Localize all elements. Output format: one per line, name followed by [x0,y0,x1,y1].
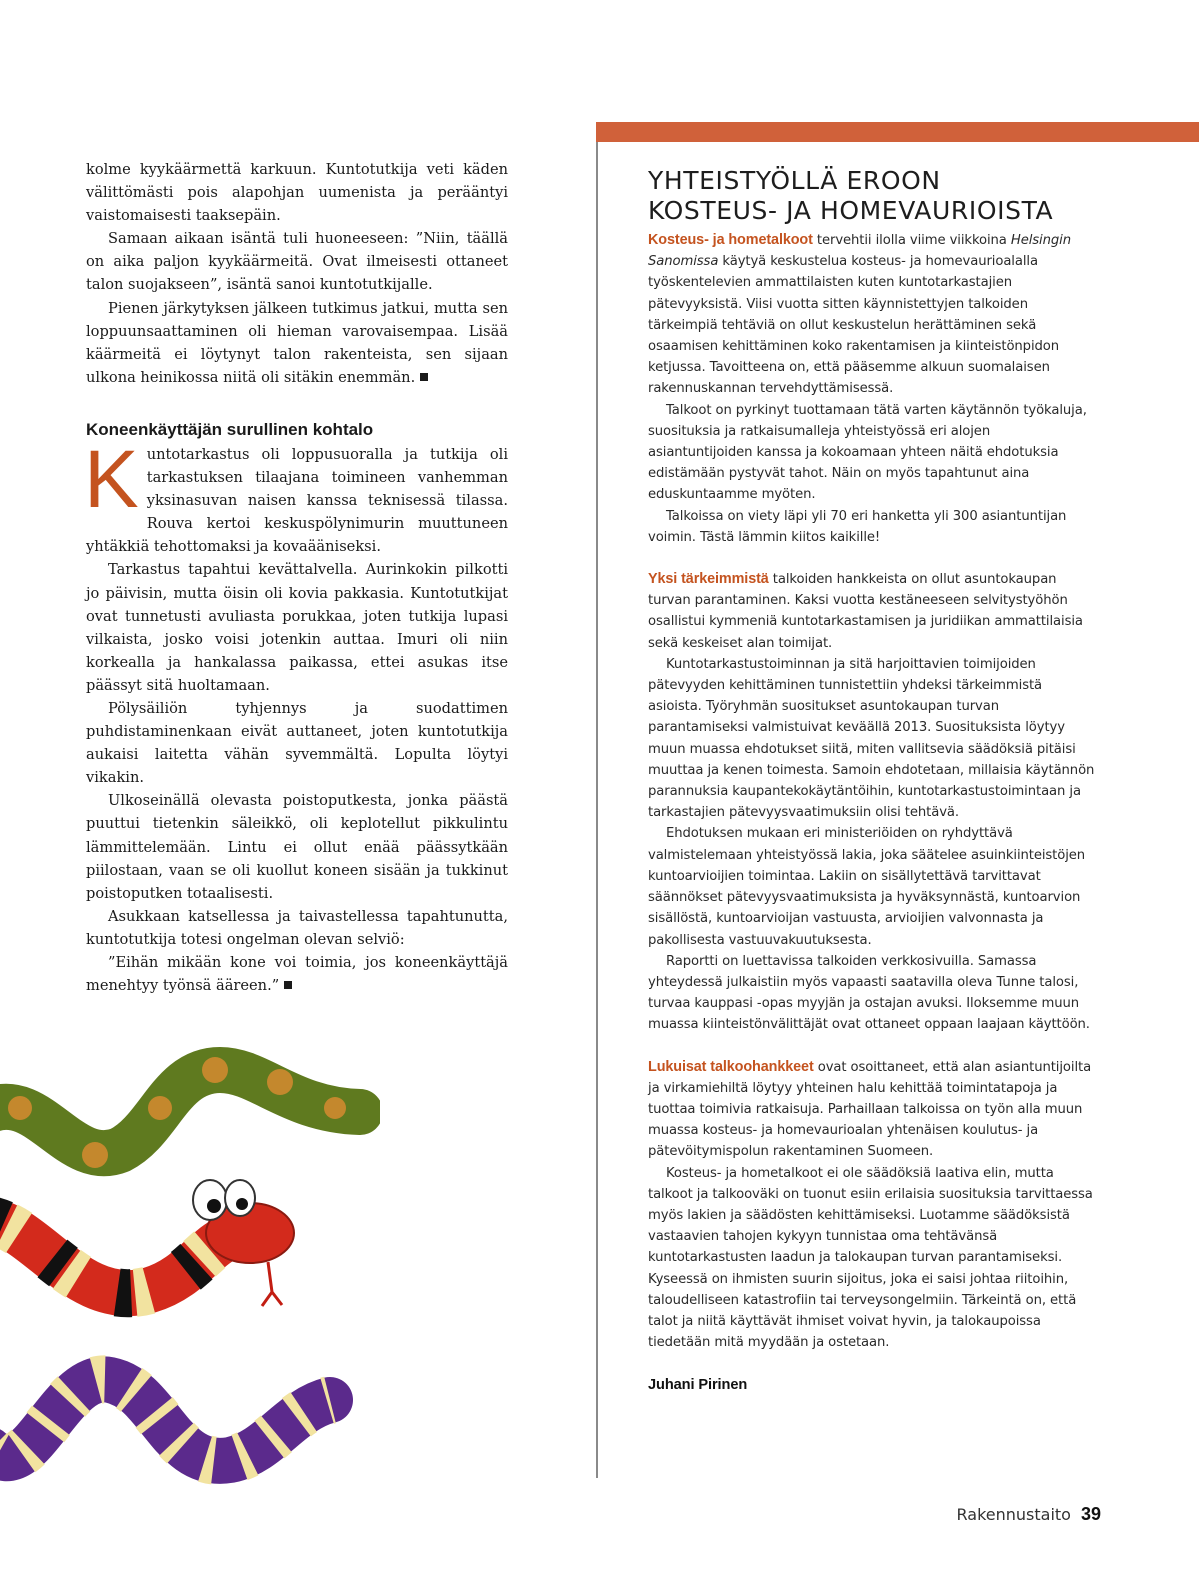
paragraph: Kosteus- ja hometalkoot ei ole säädöksiä laativa elin, mutta talkoot ja talkooväki on tuonut esiin erilaisia suosituksia tarvittaessa myös lakien ja säädösten kehittämiseksi. Luotamme säädöksistä vastaavien tahojen kykyyn tunnistaa oma tehtävänsä kuntotarkastusten laadun ja talokaupan turvan parantamiseksi. Kyseessä on ihmisten suurin sijoitus, joka ei saisi johtaa riitoihin, taloudelliseen katastrofiin tai terveysongelmiin. Tärkeintä on, että talot ja niitä käyttävät ihmiset voivat hyvin, ja talokaupoissa tiedetään mitä myydään ja ostetaan. [648,1165,1093,1351]
purple-snake-icon [0,1379,330,1460]
paragraph [648,1057,1098,1163]
paragraph-text: Pienen järkytyksen jälkeen tutkimus jatkui, mutta sen loppuunsaattaminen oli hieman varovaisempaa. Lisää käärmeitä ei löytynyt talon rakenteista, sen sijaan ulkona heinikossa niitä oli sitäkin enemmän. [86,299,508,386]
section-heading: Koneenkäyttäjän surullinen kohtalo [86,419,374,439]
box-top-bar [596,122,1199,142]
box-title-line: KOSTEUS- JA HOMEVAURIOISTA [648,196,1054,225]
article-left-column [86,158,508,997]
paragraph: Ehdotuksen mukaan eri ministeriöiden on ryhdyttävä valmistelemaan yhteistyössä lakia, joka säätelee asuinkiinteistöjen kuntoarvioijien toimintaa. Lakiin on sisällytettävä tarvittavat säännökset pätevyysvaatimuksista ja hyväksynnästä, kuntoarvion sisällöstä, kuntoarvioijan vastuusta, arvioijien valvonnasta ja pakollisesta vastuuvakuutuksesta. [648,826,1086,948]
paragraph-text: ”Eihän mikään kone voi toimia, jos koneenkäyttäjä menehtyy työnsä ääreen.” [86,954,508,995]
paragraph: Raportti on luettavissa talkoiden verkkosivuilla. Samassa yhteydessä julkaistiin myös vapaasti saatavilla oleva Tunne talosi, turvaa kauppasi -opas myyjän ja ostajan avuksi. Iloksemme muun muassa kiinteistönvälittäjät ovat ottaneet oppaan laajaan käyttöön. [648,953,1090,1033]
lead-in: Yksi tärkeimmistä [648,571,769,588]
red-snake-icon [0,1180,294,1306]
paragraph: Ulkoseinällä olevasta poistoputkesta, jonka päästä puuttui tietenkin säleikkö, oli keplotellut pikkulintu lämmittelemään. Lintu ei ollut enää päässytkään piilostaan, vaan se oli kuollut koneen sisään ja tukkinut poistoputken totaalisesti. [86,792,508,902]
paragraph-text: ovat osoittaneet, että alan asiantuntijoilta ja virkamiehiltä löytyy yhteinen halu kehittää toimintatapoja ja tuottaa toimivia ratkaisuja. Parhaillaan talkoissa on työn alla muun muassa kosteus- ja homevaurioalan yhtenäisen koulutus- ja pätevöitymispolun rakentaminen Suomeen. [648,1059,1092,1160]
paragraph [648,569,1098,654]
end-mark-icon [284,981,292,989]
magazine-name: Rakennustaito [956,1505,1071,1524]
paragraph-text: tervehtii ilolla viime viikkoina [812,233,1011,248]
paragraph: Talkoot on pyrkinyt tuottamaan tätä varten käytännön työkaluja, suosituksia ja ratkaisumalleja yhteistyössä eri alojen asiantuntijoiden kanssa ja kokoamaan yhteen näitä ehdotuksia edistämään pystyvät tahot. Näin on myös tapahtunut aina eduskuntaamme myöten. [648,402,1087,503]
drop-cap: K [84,433,139,525]
paragraph: Tarkastus tapahtui kevättalvella. Aurinkokin pilkotti jo päivisin, mutta öisin oli kovia pakkasia. Kuntotutkijat ovat tunnetusti avuliasta porukkaa, joten tutkija lupasi vilkaista, josko voisi jotenkin auttaa. Imuri oli niin korkealla ja hankalassa paikassa, ettei asukas itse päässyt sitä huoltamaan. [86,561,508,694]
lead-in: Kosteus- ja hometalkoot [648,232,813,248]
paragraph [86,951,508,997]
paragraph: kolme kyykäärmettä karkuun. Kuntotutkija veti käden välittömästi pois alapohjan uumenista ja perääntyi vaistomaisesti taaksepäin. [86,161,508,225]
paragraph [648,230,1098,400]
end-mark-icon [420,373,428,381]
paragraph-text: käytyä keskustelua kosteus- ja homevaurioalalla työskentelevien ammattilaisten kuten kuntotarkastajien pätevyyksistä. Viisi vuotta sitten käynnistettyjen talkoiden tärkeimpiä tehtäviä on ollut keskustelun herättäminen sekä osaamisen kehittäminen koko rakentamisen ja kiinteistönpidon ketjussa. Tavoitteena on, että pääsemme alkuun suomalaisen rakennuskannan tervehdyttämisessä. [648,254,1060,397]
paragraph-text: untotarkastus oli loppusuoralla ja tutkija oli tarkastuksen tilaajana toimineen vanhemman yksinasuvan naisen kanssa teknisessä tilassa. Rouva kertoi keskuspölynimurin muuttuneen yhtäkkiä tehottomaksi ja kovaääniseksi. [86,445,508,556]
paragraph: Pölysäiliön tyhjennys ja suodattimen puhdistaminenkaan eivät auttaneet, joten kuntotutkija aukaisi laitetta vähän syvemmältä. Lopulta löytyi vikakin. [86,699,508,787]
sidebar-box [648,166,1098,1397]
page-footer [957,1504,1101,1525]
publication-name: Helsingin Sanomissa [648,233,1071,270]
snakes-illustration [0,1030,380,1500]
page-number: 39 [1080,1504,1101,1524]
box-title [648,166,1098,226]
paragraph: Asukkaan katsellessa ja taivastellessa tapahtunutta, kuntotutkija totesi ongelman olevan selviö: [86,907,508,948]
paragraph-text: talkoiden hankkeista on ollut asuntokaupan turvan parantaminen. Kaksi vuotta kestäneeseen selvitystyöhön osallistui kymmeniä kuntotarkastamisen ja juridiikan ammattilaisia sekä keskeiset alan toimijat. [648,572,1083,651]
paragraph: Talkoissa on viety läpi yli 70 eri hanketta yli 300 asiantuntijan voimin. Tästä lämmin kiitos kaikille! [648,508,1067,545]
green-snake-icon [0,1057,360,1168]
box-left-rule [596,142,598,1478]
paragraph [86,297,508,389]
paragraph: Kuntotarkastustoiminnan ja sitä harjoittavien toimijoiden pätevyyden kehittäminen tunnistettiin yhdeksi tärkeimmistä asioista. Työryhmän suositukset asuntokaupan turvan parantamiseksi valmistuivat keväällä 2013. Suosituksista löytyy muun muassa ehdotukset siitä, miten vallitsevia säädöksiä pitäisi muuttaa ja kenen toimesta. Samoin ehdotetaan, millaisia käytännön parannuksia kaupantekokäytäntöihin, kuntotarkastustoimintaan ja tarkastajien pätevyysvaatimuksiin olisi tehtävä. [648,656,1095,821]
paragraph-with-dropcap [84,433,508,558]
lead-in: Lukuisat talkoohankkeet [648,1058,814,1075]
author-name: Juhani Pirinen [648,1377,748,1394]
box-title-line: YHTEISTYÖLLÄ EROON [648,166,941,195]
paragraph: Samaan aikaan isäntä tuli huoneeseen: ”Niin, täällä on aika paljon kyykäärmeitä. Ovat ilmeisesti ottaneet talon suojakseen”, isäntä sanoi kuntotutkijalle. [86,230,508,294]
